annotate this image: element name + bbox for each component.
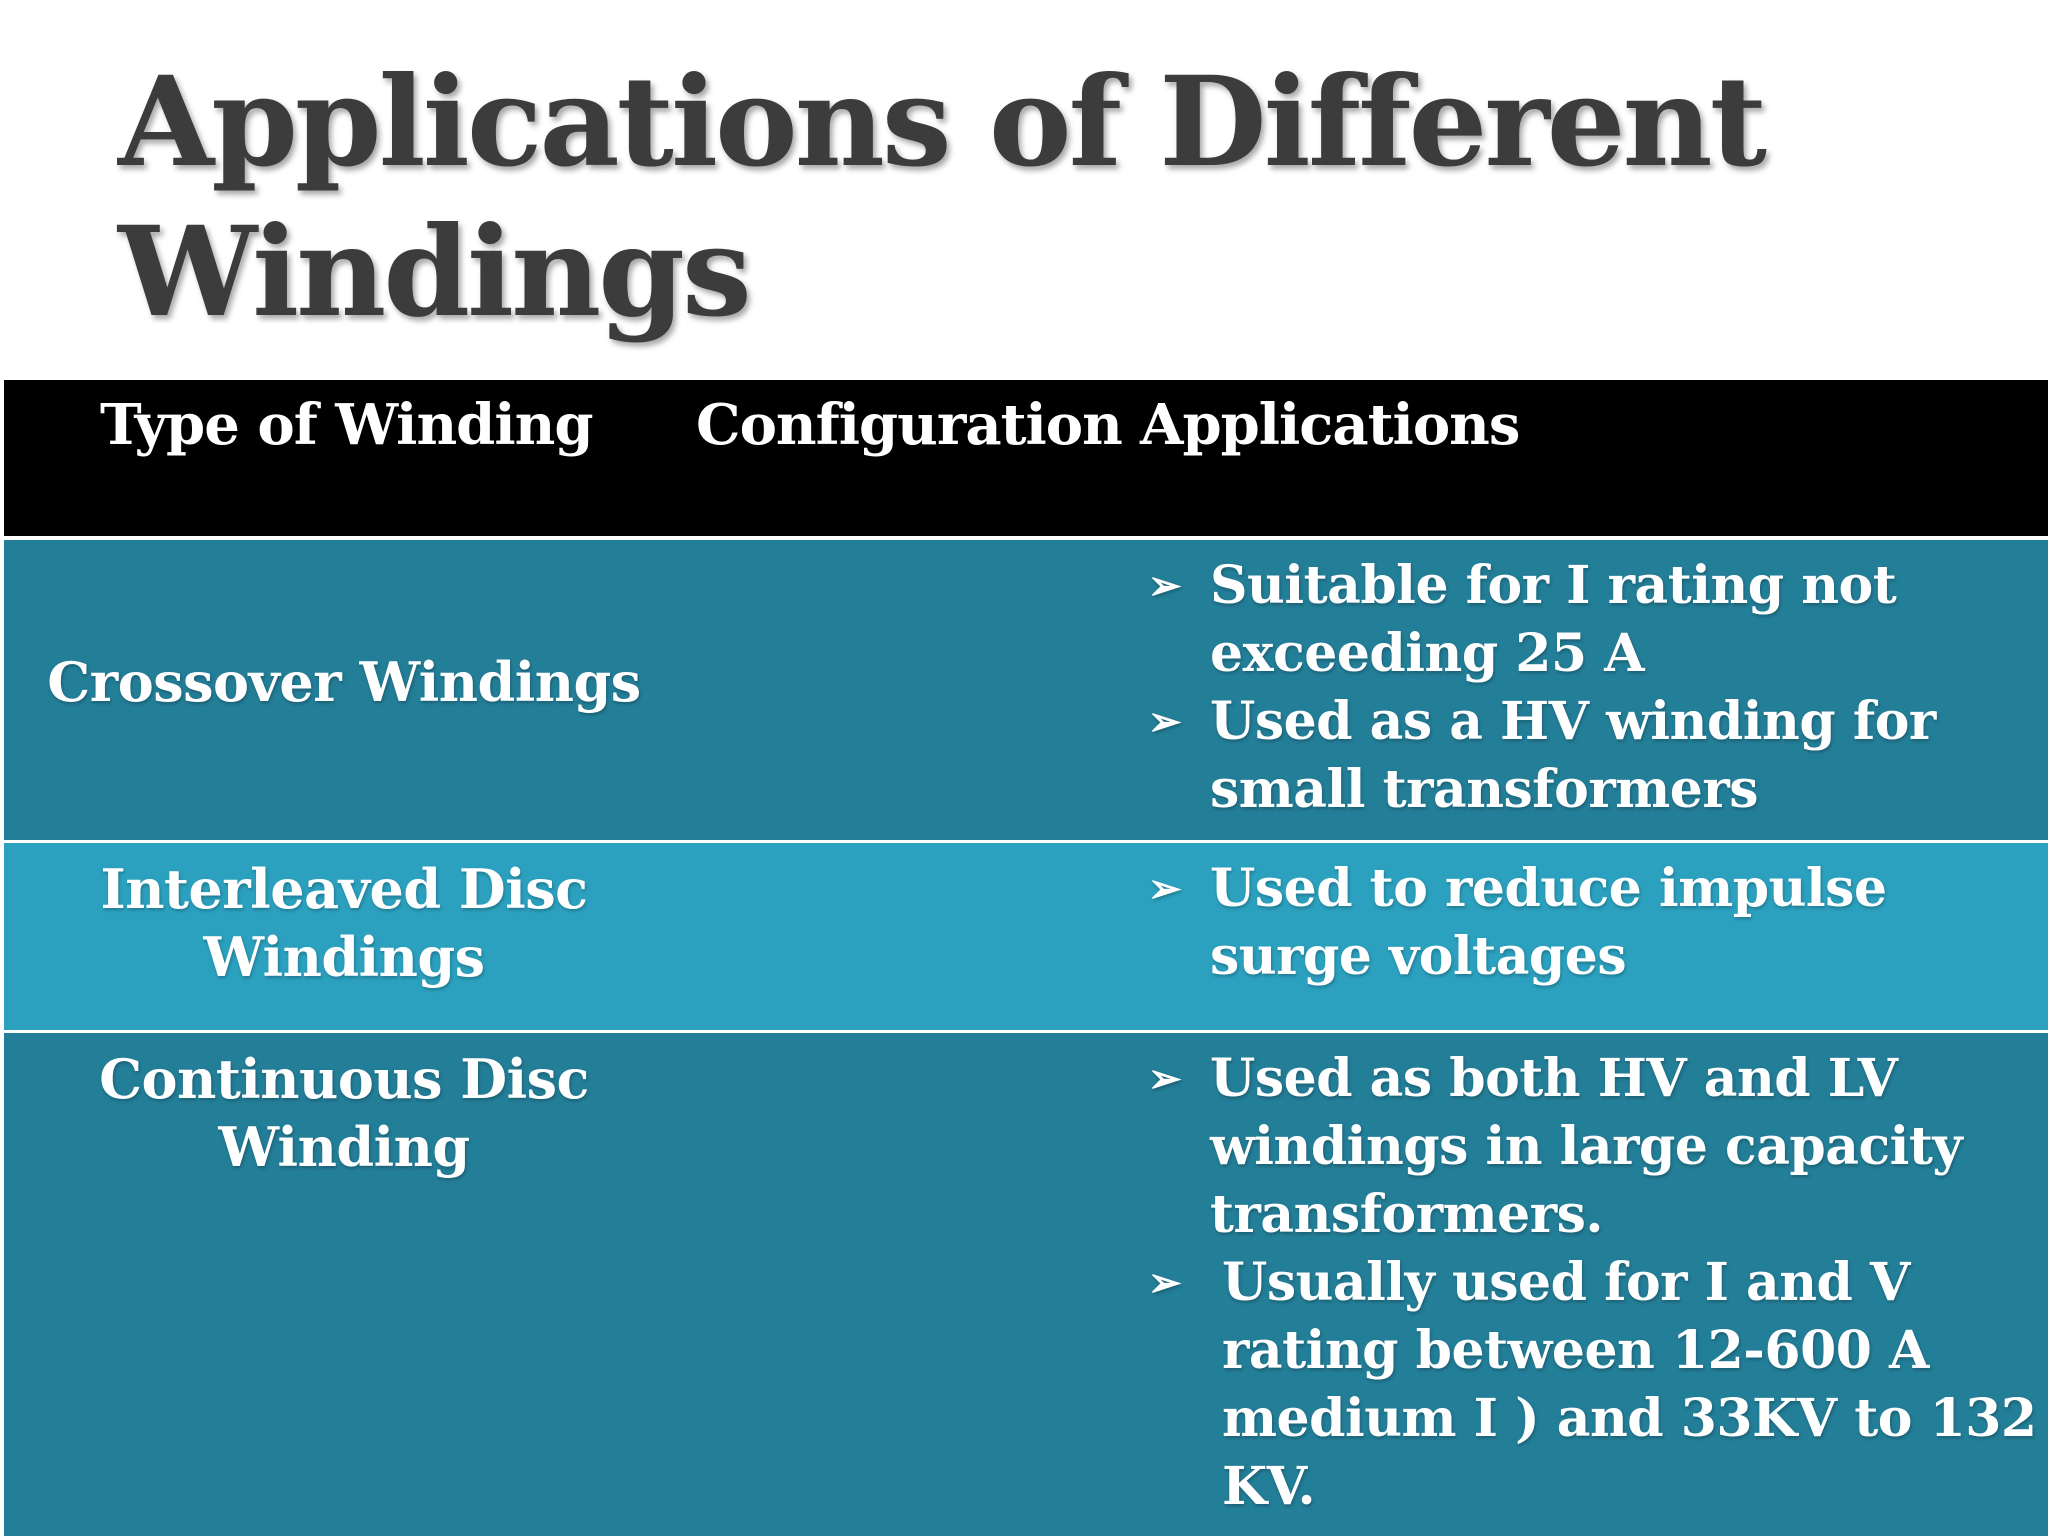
application-item [1144, 1045, 2048, 1249]
application-text: Used as both HV and LV windings in large capacity transformers. [1210, 1048, 1963, 1245]
slide-title [118, 48, 1818, 348]
winding-type-label-line-2: Windings [203, 925, 485, 989]
table-row-interleaved-disc [4, 843, 2048, 1030]
arrow-bullet-icon: ➢ [1148, 562, 1182, 609]
arrow-bullet-icon: ➢ [1148, 698, 1182, 745]
windings-table [0, 380, 2048, 1536]
applications-list [1144, 1045, 2048, 1521]
slide-title-line-2: Windings [118, 200, 749, 345]
arrow-bullet-icon: ➢ [1148, 865, 1182, 912]
table-row-crossover [4, 540, 2048, 840]
winding-type-label-line-1: Interleaved Disc [100, 857, 588, 921]
application-text: Suitable for I rating not exceeding 25 A [1210, 555, 1897, 684]
application-item [1144, 552, 2048, 688]
applications-list [1144, 855, 2048, 991]
application-item [1144, 688, 2048, 824]
winding-type-label-line-1: Continuous Disc [99, 1047, 589, 1111]
header-configuration: Configuration [696, 392, 1122, 458]
table-row-continuous-disc [4, 1033, 2048, 1536]
header-type-of-winding: Type of Winding [100, 392, 593, 458]
applications-list [1144, 552, 2048, 824]
application-text: Used as a HV winding for small transformers [1210, 691, 1936, 820]
winding-type-cell [4, 855, 684, 991]
application-item [1144, 1249, 2048, 1521]
header-applications: Applications [1140, 392, 1520, 458]
winding-type-cell [4, 1045, 684, 1181]
winding-type-cell [4, 648, 684, 716]
winding-type-label-line-2: Winding [218, 1115, 470, 1179]
application-text: Usually used for I and V rating between 12-600 A medium I ) and 33KV to 132 KV. [1222, 1252, 2037, 1517]
arrow-bullet-icon: ➢ [1148, 1055, 1182, 1102]
application-item [1144, 855, 2048, 991]
arrow-bullet-icon: ➢ [1148, 1259, 1182, 1306]
winding-type-label: Crossover Windings [47, 650, 641, 714]
slide-title-line-1: Applications of Different [118, 50, 1764, 195]
table-header-row [4, 380, 2048, 536]
application-text: Used to reduce impulse surge voltages [1210, 858, 1887, 987]
